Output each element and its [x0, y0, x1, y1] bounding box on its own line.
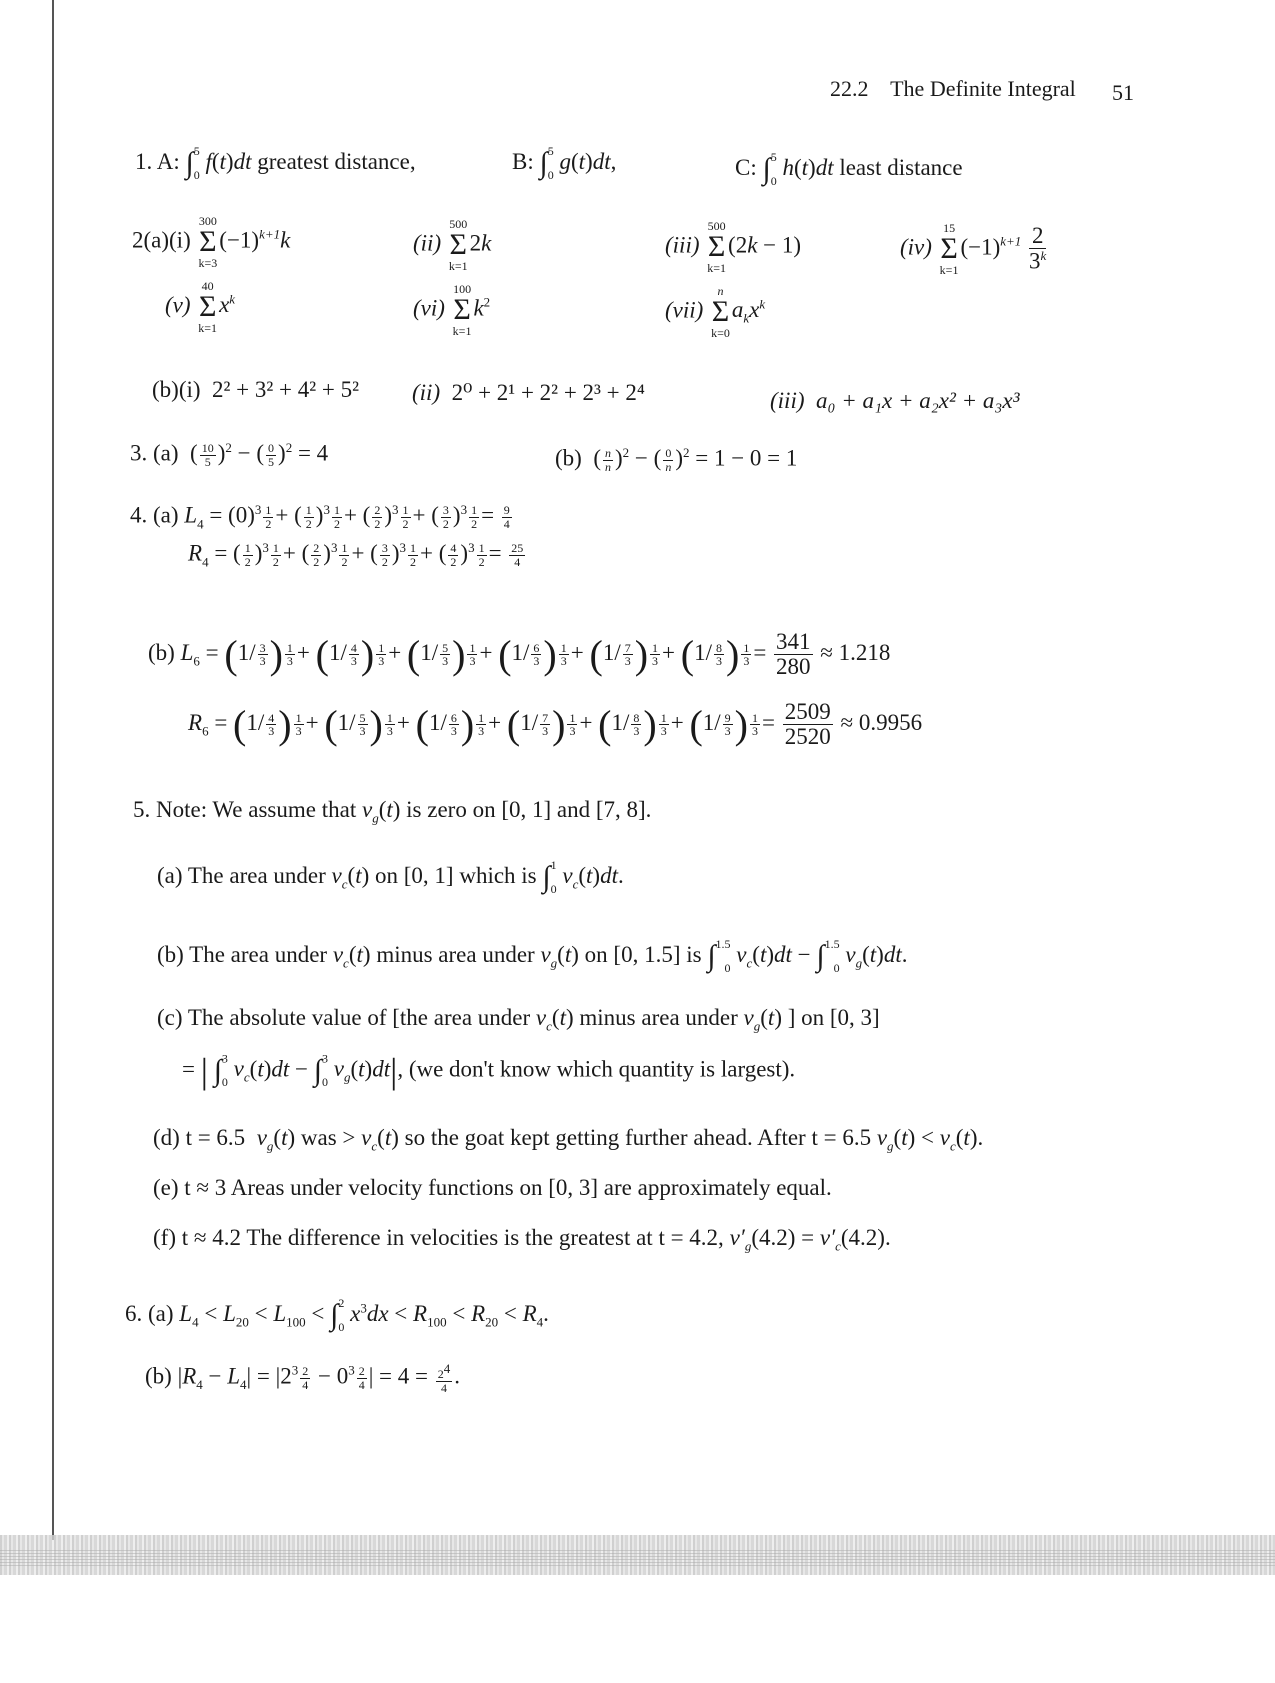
page-margin-line — [52, 0, 54, 1540]
problem-2a-iii: (iii) 500 Σ k=1 (2k − 1) — [665, 219, 802, 275]
problem-2a-iv: (iv) 15 Σ k=1 $(-1)^{k+1}$ $\frac{2}{3^k}$ — [900, 221, 1047, 277]
problem-4b-L6: (b) $L_6 = (1/$ $\frac{3}{3}$ ) $\frac{1}{3}$ + (1/ $\frac{4}{3}$ ) $\frac{1}{3}$ + (1/ $\frac{5}{3}$ ) $\frac{1}{3}$ + (1/ $\frac{6}{3}$ ) $\frac{1}{3}$ + (1/ $\frac{7}{3}$ ) $\frac{1}{3}$ + (1/ $\frac{8}{3}$ ) $\frac{1}{3}$ = $\frac{341}{280}$ ≈ 1.218 — [148, 629, 891, 680]
problem-5-note: 5. Note: We assume that $v_g(t)$ is zero on [0, 1] and [7, 8]. — [133, 797, 652, 826]
problem-2a-ii: (ii) 500 Σ k=1 2k — [413, 217, 492, 273]
problem-3b: (b) ( $\frac{n}{n}$ )$^2$ − ( $\frac{0}{n}$ )$^2$ = 1 − 0 = 1 — [555, 445, 798, 474]
problem-5b: (b) The area under $v_c(t)$ minus area under $v_g(t)$ on [0, 1.5] is ∫$^{1.5}_0$ $v_c(t)dt - \int^{1.5}_0$ $v_g(t)dt$. — [157, 937, 908, 975]
problem-2a-vii: (vii) n Σ k=0 $a_kx^k$ — [665, 284, 766, 340]
problem-4a-R4: $R_4$ = ( $\frac{1}{2}$ )$^3$ $\frac{1}{2}$ + ( $\frac{2}{2}$ )$^3$ $\frac{1}{2}$ + ( $\frac{3}{2}$ )$^3$ $\frac{1}{2}$ + ( $\frac{4}{2}$ )$^3$ $\frac{1}{2}$ = $\frac{25}{4}$ — [188, 540, 524, 570]
problem-5a: (a) The area under $v_c(t)$ on [0, 1] which is ∫$^1_0$ $v_c(t)dt$. — [157, 858, 624, 896]
section-title: The Definite Integral — [890, 76, 1076, 101]
problem-2b-i: (b)(i) 2² + 3² + 4² + 5² — [152, 377, 360, 402]
problem-3a: 3. (a) ( $\frac{10}{5}$ )$^2$ − ( $\frac{0}{5}$ )$^2$ = 4 — [130, 440, 329, 469]
problem-5d: (d) t = 6.5 $v_g(t)$ was > $v_c(t)$ so the goat kept getting further ahead. After t = 6.5 $v_g(t) < v_c(t)$. — [153, 1125, 984, 1154]
scan-artifact-lines — [0, 1548, 1275, 1566]
problem-5e: (e) t ≈ 3 Areas under velocity functions on [0, 3] are approximately equal. — [153, 1175, 832, 1200]
running-header — [830, 76, 1076, 102]
problem-2b-iii: (iii) a₀ + a₁x + a₂x² + a₃x³ — [770, 388, 1020, 413]
problem-4a-L4: 4. (a) $L_4 = (0)^3$ $\frac{1}{2}$ + ( $\frac{1}{2}$ )$^3$ $\frac{1}{2}$ + ( $\frac{2}{2}$ )$^3$ $\frac{1}{2}$ + ( $\frac{3}{2}$ )$^3$ $\frac{1}{2}$ = $\frac{9}{4}$ — [130, 502, 510, 532]
problem-2b-ii: (ii) 2⁰ + 2¹ + 2² + 2³ + 2⁴ — [412, 380, 645, 405]
problem-5f: (f) t ≈ 4.2 The difference in velocities is the greatest at t = 4.2, $v'_g(4.2) = v'_c(4.2)$. — [153, 1225, 891, 1254]
section-number: 22.2 — [830, 76, 869, 101]
problem-1-c: C: ∫$^5_0$ h(t)dt least distance — [735, 150, 963, 188]
problem-6a: 6. (a) $L_4 < L_{20} < L_{100} < \int^2_0$ $x^3dx < R_{100} < R_{20} < R_4$. — [125, 1296, 549, 1334]
problem-2a-vi: (vi) 100 Σ k=1 $k^2$ — [413, 282, 491, 338]
problem-5c-expr: = | ∫$^3_0$ $v_c(t)dt - \int^3_0$ $v_g(t)dt|$, (we don't know which quantity is largest). — [182, 1051, 796, 1091]
problem-6b: (b) $|R_4 - L_4| = |2^3$ $\frac{2}{4}$ − $0^3$ $\frac{2}{4}$ | = 4 = $\frac{2^4}{4}$ . — [145, 1361, 460, 1395]
page-number: 51 — [1112, 80, 1134, 105]
problem-1: 1. A: ∫$^5_0$ f(t)dt greatest distance, — [135, 144, 416, 182]
problem-5c: (c) The absolute value of [the area under $v_c(t)$ minus area under $v_g(t)$ ] on [0, 3] — [157, 1005, 880, 1034]
problem-2a-i: 2(a)(i) 300 Σ k=3 $(-1)^{k+1}k$ — [132, 214, 291, 270]
problem-2a-v: (v) 40 Σ k=1 $x^k$ — [165, 279, 236, 335]
problem-1-b: B: ∫$^5_0$ g(t)dt, — [512, 144, 617, 182]
problem-4b-R6: $R_6 = (1/$ $\frac{4}{3}$ ) $\frac{1}{3}$ + (1/ $\frac{5}{3}$ ) $\frac{1}{3}$ + (1/ $\frac{6}{3}$ ) $\frac{1}{3}$ + (1/ $\frac{7}{3}$ ) $\frac{1}{3}$ + (1/ $\frac{8}{3}$ ) $\frac{1}{3}$ + (1/ $\frac{9}{3}$ ) $\frac{1}{3}$ = $\frac{2509}{2520}$ ≈ 0.9956 — [188, 699, 923, 750]
